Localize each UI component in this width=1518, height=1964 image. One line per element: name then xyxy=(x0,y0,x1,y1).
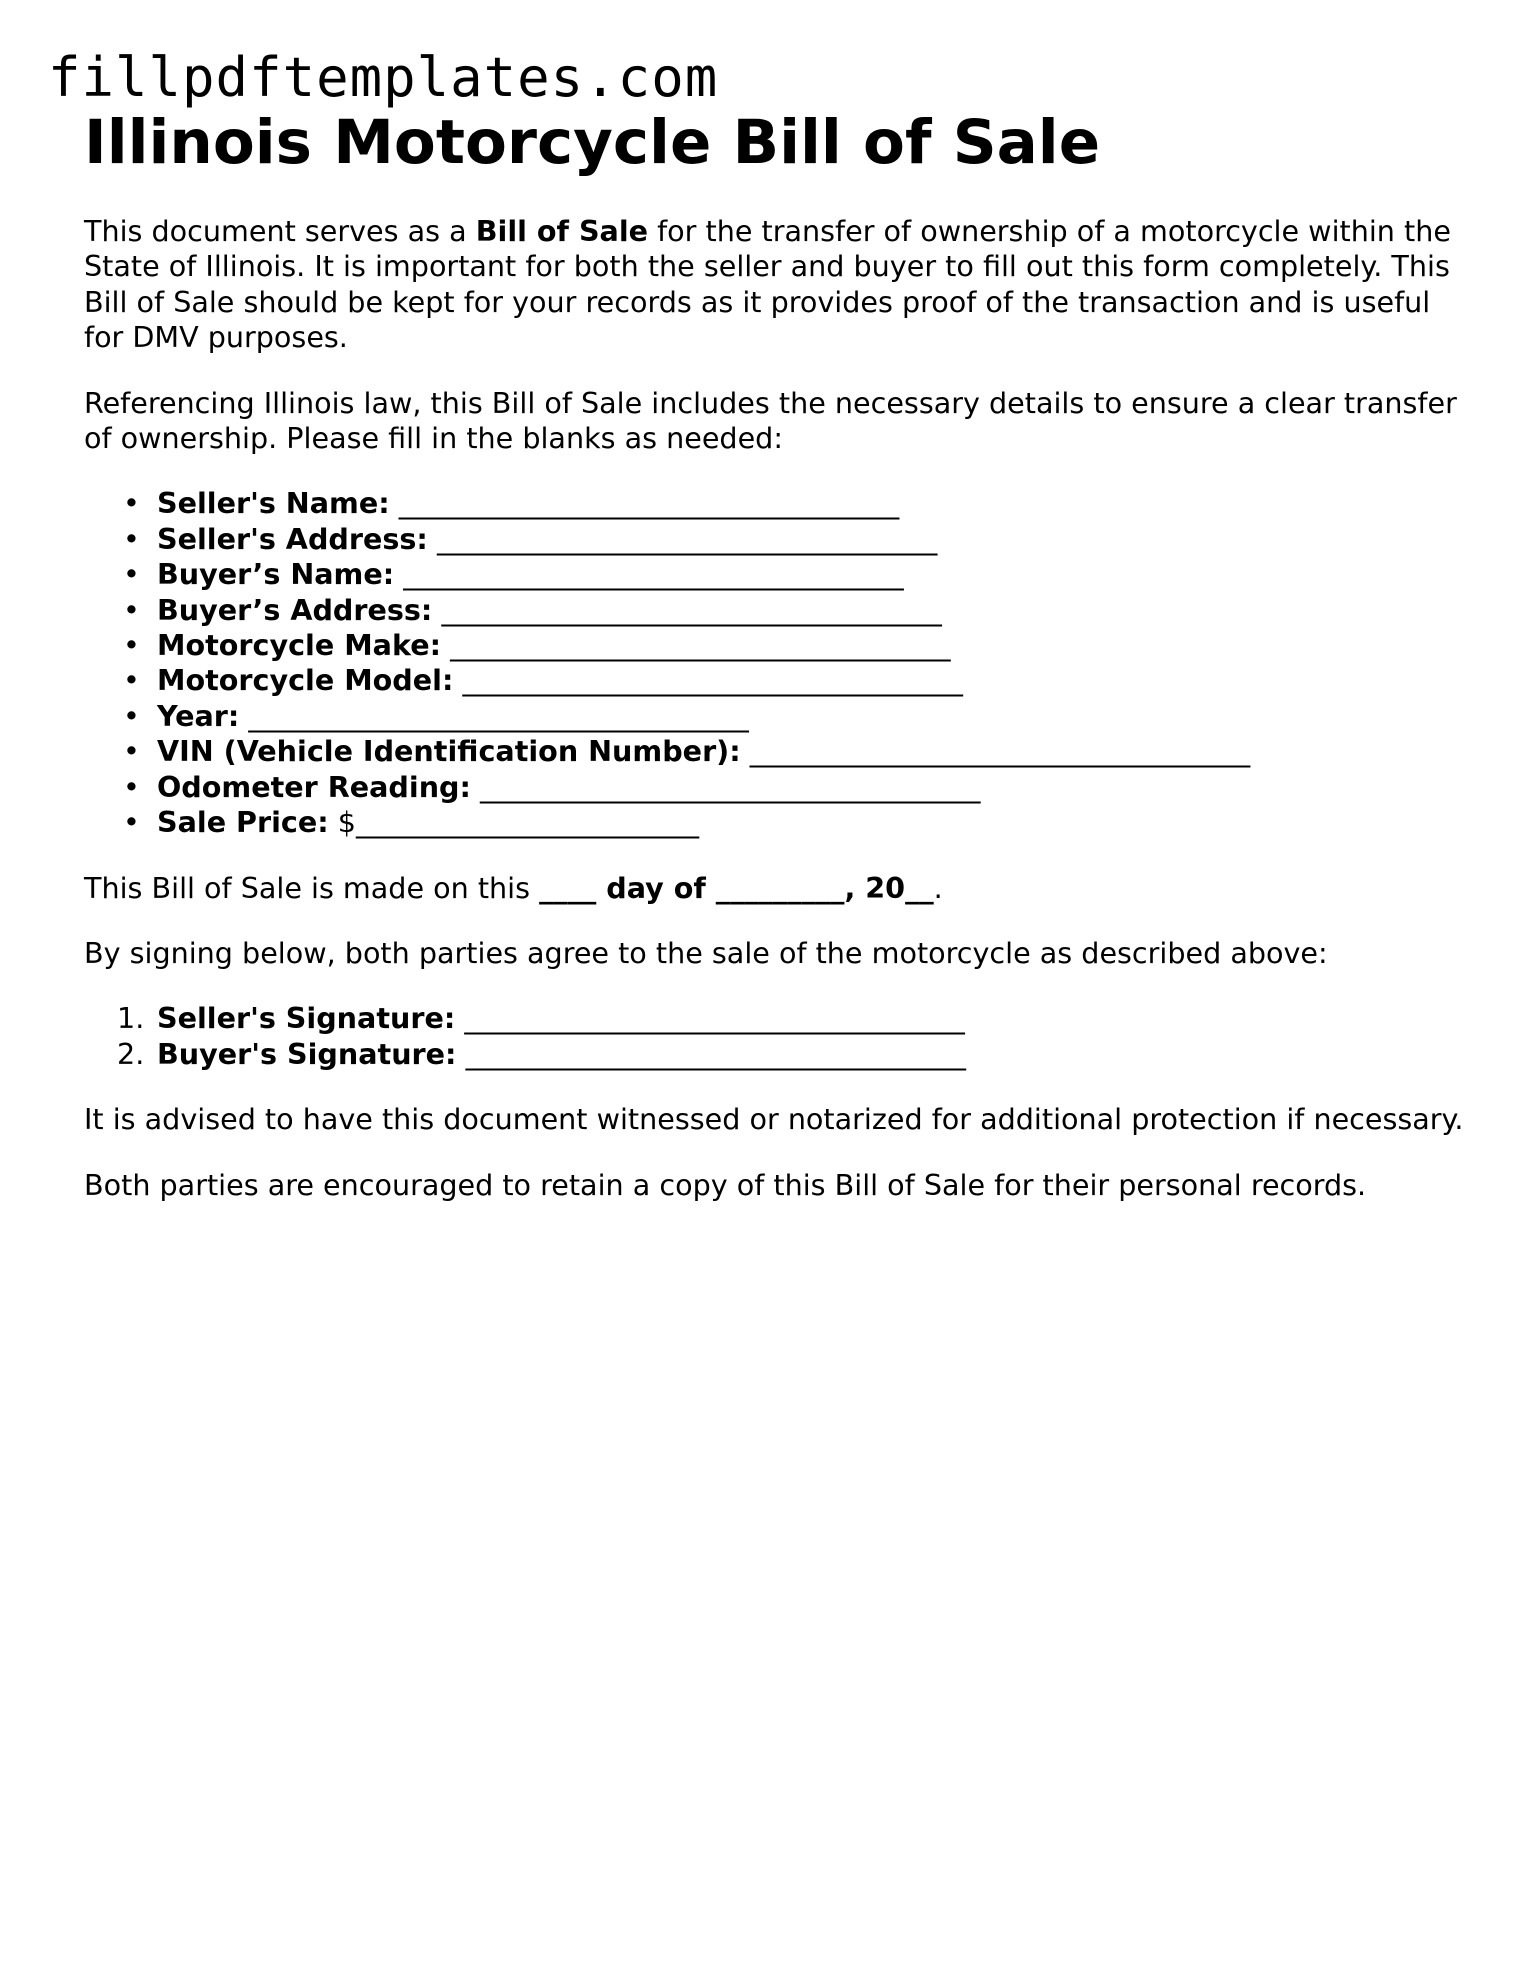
buyers-signature xyxy=(117,1036,1464,1072)
field-label: Year: xyxy=(157,698,240,733)
field-blank[interactable]: ___________________________________ xyxy=(453,663,963,698)
field-blank[interactable]: ___________________________________ xyxy=(394,557,904,592)
bullet: • xyxy=(123,663,140,698)
bullet: • xyxy=(123,486,140,521)
field-motorcycle-model xyxy=(123,663,1464,698)
field-blank[interactable]: ___________________________________ xyxy=(470,769,981,804)
field-sellers-name xyxy=(123,486,1464,521)
document-title: Illinois Motorcycle Bill of Sale xyxy=(84,107,1101,178)
bullet: • xyxy=(123,557,140,592)
field-motorcycle-make xyxy=(123,628,1464,663)
field-label: Buyer’s Name: xyxy=(157,557,395,592)
field-blank[interactable]: ___________________________________ xyxy=(740,734,1251,769)
signing-intro: By signing below, both parties agree to the sale of the motorcycle as described above: xyxy=(84,935,1328,970)
signature-list xyxy=(84,1001,1464,1072)
signature-blank[interactable]: ___________________________________ xyxy=(455,1001,965,1036)
field-blank[interactable]: ___________________________________ xyxy=(389,486,900,521)
signature-label: Buyer's Signature: xyxy=(157,1036,457,1071)
signature-label: Seller's Signature: xyxy=(157,1001,456,1036)
field-buyers-address xyxy=(123,592,1464,628)
field-label: VIN (Vehicle Identification Number): xyxy=(157,734,741,769)
field-blank[interactable]: ___________________________________ xyxy=(239,698,749,733)
bullet: • xyxy=(123,805,140,840)
law-paragraph: Referencing Illinois law, this Bill of Sale includes the necessary details to ensure a clear transfer of ownership. Please fill in the blanks as needed: xyxy=(84,385,1457,456)
field-odometer-reading xyxy=(123,769,1464,805)
field-label: Sale Price: xyxy=(157,805,329,840)
retain-paragraph: Both parties are encouraged to retain a copy of this Bill of Sale for their personal records. xyxy=(84,1167,1367,1202)
date-line xyxy=(84,871,1464,906)
date-line-start: This Bill of Sale is made on this xyxy=(84,870,540,905)
date-blanks[interactable]: ____ day of _________, 20__ xyxy=(539,870,934,905)
field-sale-price xyxy=(123,805,1464,840)
bullet: • xyxy=(123,769,140,804)
field-label: Motorcycle Make: xyxy=(157,628,442,663)
field-blank[interactable]: ___________________________________ xyxy=(427,521,938,556)
signature-blank[interactable]: ___________________________________ xyxy=(456,1036,966,1071)
date-line-end: . xyxy=(933,870,943,905)
field-vin xyxy=(123,734,1464,769)
field-blank[interactable]: $________________________ xyxy=(328,805,700,840)
bullet: • xyxy=(123,521,140,556)
bullet: • xyxy=(123,592,140,627)
intro-text-end: for the transfer of ownership of a motorcycle within the State of Illinois. It is important for both the seller and buyer to fill out this form completely. This Bill of Sale should be kept for your records as it provides proof of the transaction and is useful for DMV purposes. xyxy=(84,214,1451,355)
intro-bold-term: Bill of Sale xyxy=(475,214,649,248)
field-label: Odometer Reading: xyxy=(157,769,471,804)
bullet: • xyxy=(123,628,140,663)
sellers-signature xyxy=(117,1001,1464,1036)
intro-text-start: This document serves as a xyxy=(84,214,476,248)
field-label: Seller's Address: xyxy=(157,521,428,556)
bullet: • xyxy=(123,698,140,733)
witness-paragraph: It is advised to have this document witnessed or notarized for additional protection if necessary. xyxy=(84,1102,1464,1137)
field-sellers-address xyxy=(123,521,1464,557)
list-number: 2. xyxy=(117,1036,145,1071)
bullet: • xyxy=(123,734,140,769)
watermark: fillpdftemplates.com xyxy=(48,46,719,109)
field-label: Buyer’s Address: xyxy=(157,592,433,627)
field-year xyxy=(123,698,1464,734)
field-list xyxy=(84,486,1464,840)
field-label: Motorcycle Model: xyxy=(157,663,454,698)
intro-paragraph xyxy=(84,214,1464,356)
list-number: 1. xyxy=(117,1001,145,1036)
field-buyers-name xyxy=(123,557,1464,592)
document-body xyxy=(84,106,1464,1203)
field-label: Seller's Name: xyxy=(157,486,390,521)
field-blank[interactable]: ___________________________________ xyxy=(432,592,942,627)
field-blank[interactable]: ___________________________________ xyxy=(441,628,951,663)
